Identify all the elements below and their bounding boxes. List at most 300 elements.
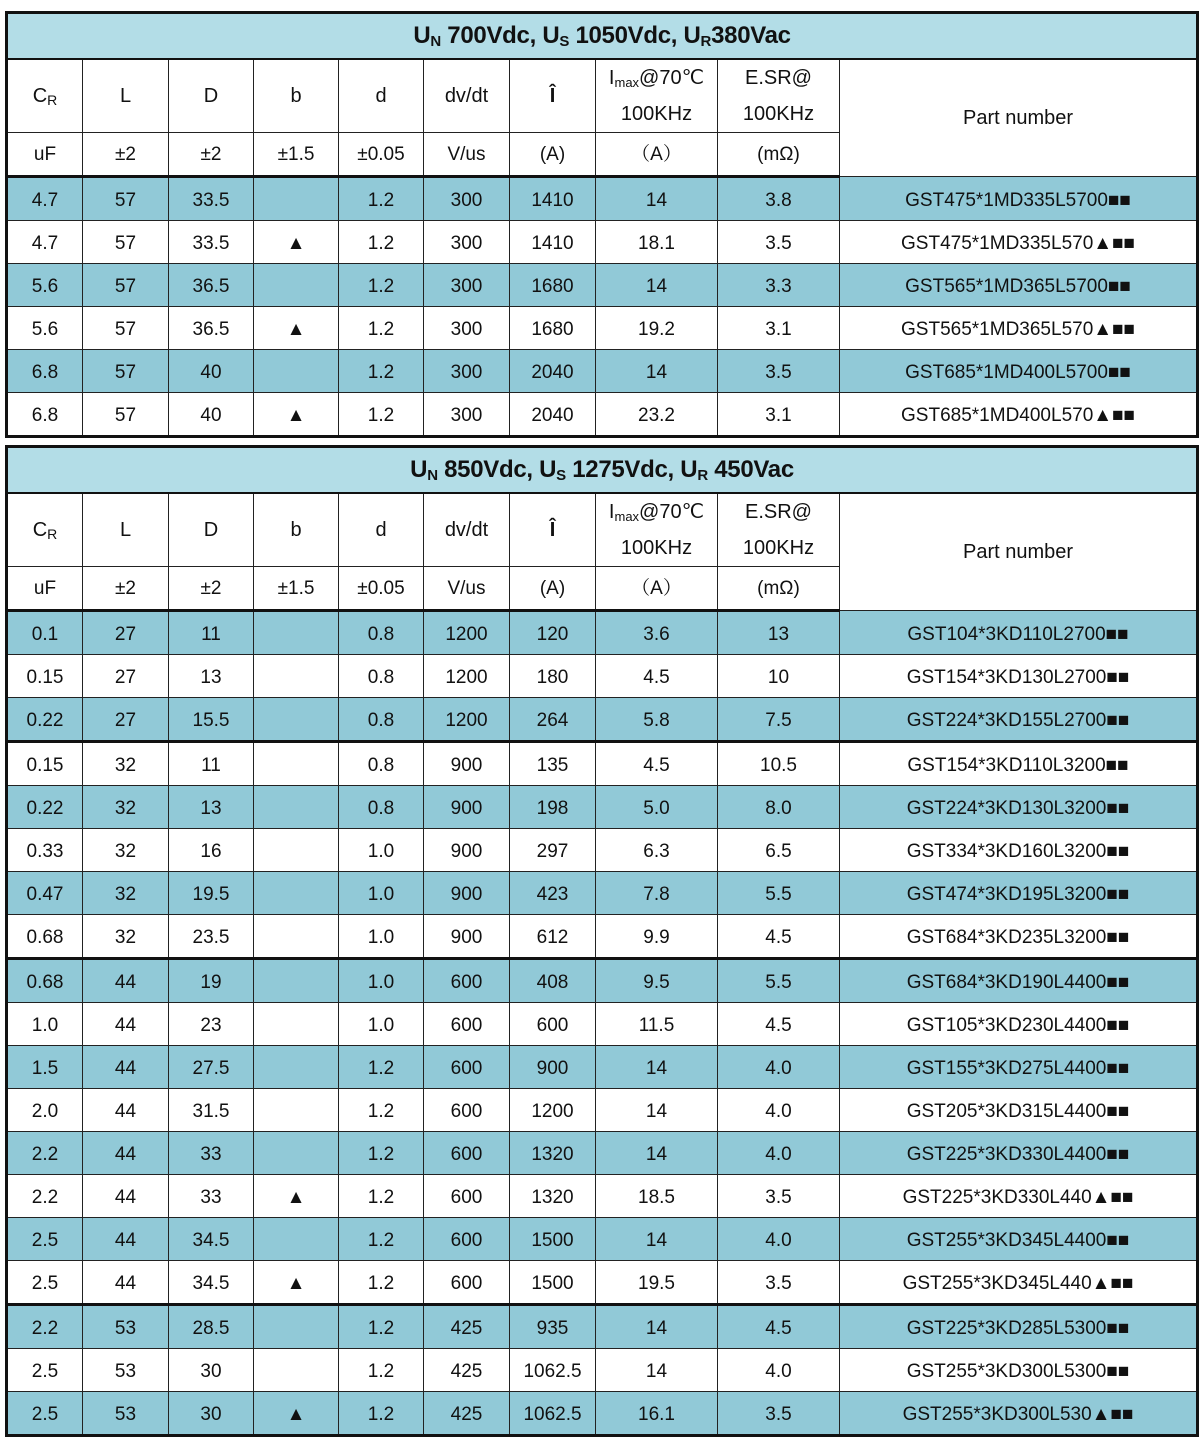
cell-cr: 2.2 [7, 1305, 83, 1349]
cell-dd: 1.2 [339, 393, 424, 437]
cell-d: 13 [169, 786, 254, 829]
cell-part-number: GST334*3KD160L3200■■ [840, 829, 1198, 872]
cell-dd: 1.2 [339, 1305, 424, 1349]
table-row [7, 1349, 1198, 1392]
unit-cr: uF [7, 133, 83, 177]
cell-esr: 10.5 [718, 742, 840, 786]
table-row [7, 1305, 1198, 1349]
cell-d: 13 [169, 655, 254, 698]
cell-l: 53 [83, 1349, 169, 1392]
cell-dd: 1.2 [339, 307, 424, 350]
cell-cr: 6.8 [7, 350, 83, 393]
cell-dvdt: 600 [424, 959, 510, 1003]
cell-part-number: GST225*3KD330L4400■■ [840, 1132, 1198, 1175]
unit-d: ±2 [169, 567, 254, 611]
cell-l: 32 [83, 786, 169, 829]
cell-dd: 1.2 [339, 1132, 424, 1175]
cell-i-peak: 900 [510, 1046, 596, 1089]
cell-part-number: GST225*3KD330L440▲■■ [840, 1175, 1198, 1218]
cell-part-number: GST154*3KD130L2700■■ [840, 655, 1198, 698]
cell-b: ▲ [254, 221, 339, 264]
table-row [7, 959, 1198, 1003]
unit-dvdt: V/us [424, 567, 510, 611]
unit-esr: (mΩ) [718, 567, 840, 611]
cell-cr: 2.5 [7, 1261, 83, 1305]
cell-dd: 1.2 [339, 264, 424, 307]
table-row [7, 1261, 1198, 1305]
cell-b: ▲ [254, 1175, 339, 1218]
cell-i-peak: 1062.5 [510, 1349, 596, 1392]
cell-d: 15.5 [169, 698, 254, 742]
cell-esr: 3.8 [718, 177, 840, 221]
cell-l: 27 [83, 698, 169, 742]
cell-cr: 0.15 [7, 655, 83, 698]
unit-dvdt: V/us [424, 133, 510, 177]
header-d-wire: d [339, 59, 424, 133]
cell-l: 53 [83, 1305, 169, 1349]
cell-part-number: GST255*3KD345L440▲■■ [840, 1261, 1198, 1305]
cell-cr: 5.6 [7, 307, 83, 350]
cell-i-peak: 1410 [510, 221, 596, 264]
cell-dd: 1.2 [339, 1349, 424, 1392]
table-row [7, 1046, 1198, 1089]
cell-dvdt: 300 [424, 307, 510, 350]
cell-dvdt: 300 [424, 221, 510, 264]
table-row [7, 872, 1198, 915]
cell-part-number: GST155*3KD275L4400■■ [840, 1046, 1198, 1089]
unit-b: ±1.5 [254, 133, 339, 177]
table-title: $U_N$ 850Vdc, $U_S$ 1275Vdc, $U_R$ 450Vac [7, 447, 1198, 494]
header-b: b [254, 59, 339, 133]
cell-part-number: GST104*3KD110L2700■■ [840, 611, 1198, 655]
cell-i-peak: 1320 [510, 1175, 596, 1218]
cell-i-peak: 1200 [510, 1089, 596, 1132]
header-l: L [83, 59, 169, 133]
cell-esr: 3.5 [718, 1261, 840, 1305]
cell-l: 44 [83, 1261, 169, 1305]
cell-cr: 4.7 [7, 177, 83, 221]
cell-l: 32 [83, 915, 169, 959]
cell-imax: 14 [596, 177, 718, 221]
cell-cr: 2.5 [7, 1392, 83, 1436]
cell-i-peak: 180 [510, 655, 596, 698]
cell-l: 57 [83, 350, 169, 393]
header-b: b [254, 493, 339, 567]
cell-dvdt: 600 [424, 1046, 510, 1089]
unit-l: ±2 [83, 133, 169, 177]
cell-cr: 0.22 [7, 786, 83, 829]
cell-esr: 3.1 [718, 307, 840, 350]
cell-d: 40 [169, 350, 254, 393]
cell-part-number: GST224*3KD130L3200■■ [840, 786, 1198, 829]
header-esr: E.SR@ 100KHz [718, 59, 840, 133]
table-row [7, 698, 1198, 742]
cell-dvdt: 900 [424, 786, 510, 829]
cell-dvdt: 600 [424, 1175, 510, 1218]
cell-part-number: GST475*1MD335L5700■■ [840, 177, 1198, 221]
header-part-number: Part number [840, 59, 1198, 177]
cell-l: 44 [83, 1175, 169, 1218]
cell-d: 34.5 [169, 1218, 254, 1261]
header-cr: $C_R$ [7, 493, 83, 567]
cell-dd: 0.8 [339, 786, 424, 829]
cell-dd: 0.8 [339, 655, 424, 698]
cell-imax: 18.5 [596, 1175, 718, 1218]
table-row [7, 264, 1198, 307]
cell-cr: 4.7 [7, 221, 83, 264]
cell-esr: 4.0 [718, 1349, 840, 1392]
cell-imax: 14 [596, 1349, 718, 1392]
cell-dd: 1.0 [339, 915, 424, 959]
table-row [7, 177, 1198, 221]
cell-cr: 2.0 [7, 1089, 83, 1132]
cell-esr: 4.0 [718, 1046, 840, 1089]
cell-dvdt: 900 [424, 872, 510, 915]
cell-b [254, 872, 339, 915]
cell-d: 36.5 [169, 307, 254, 350]
cell-cr: 0.22 [7, 698, 83, 742]
cell-imax: 4.5 [596, 655, 718, 698]
table-row [7, 1392, 1198, 1436]
cell-cr: 6.8 [7, 393, 83, 437]
table-row [7, 1175, 1198, 1218]
table-row [7, 786, 1198, 829]
cell-dvdt: 900 [424, 829, 510, 872]
cell-cr: 0.33 [7, 829, 83, 872]
cell-b [254, 1003, 339, 1046]
cell-dd: 1.2 [339, 1261, 424, 1305]
cell-esr: 3.5 [718, 1175, 840, 1218]
cell-d: 36.5 [169, 264, 254, 307]
cell-b [254, 698, 339, 742]
cell-part-number: GST205*3KD315L4400■■ [840, 1089, 1198, 1132]
cell-d: 30 [169, 1349, 254, 1392]
header-i-peak: Î [510, 493, 596, 567]
cell-imax: 16.1 [596, 1392, 718, 1436]
spec-table-700vdc [5, 11, 1199, 438]
cell-cr: 2.2 [7, 1132, 83, 1175]
cell-imax: 7.8 [596, 872, 718, 915]
cell-b [254, 786, 339, 829]
header-cr: $C_R$ [7, 59, 83, 133]
cell-d: 11 [169, 611, 254, 655]
cell-imax: 14 [596, 1132, 718, 1175]
cell-dd: 1.2 [339, 1218, 424, 1261]
table-row [7, 742, 1198, 786]
cell-cr: 0.1 [7, 611, 83, 655]
cell-d: 33.5 [169, 177, 254, 221]
cell-d: 11 [169, 742, 254, 786]
table-row [7, 1089, 1198, 1132]
cell-esr: 10 [718, 655, 840, 698]
table-title: $U_N$ 700Vdc, $U_S$ 1050Vdc, $U_R380Vac$ [7, 13, 1198, 60]
cell-dvdt: 1200 [424, 655, 510, 698]
cell-part-number: GST255*3KD300L530▲■■ [840, 1392, 1198, 1436]
cell-dd: 1.2 [339, 1175, 424, 1218]
cell-d: 40 [169, 393, 254, 437]
cell-dd: 1.2 [339, 221, 424, 264]
cell-b: ▲ [254, 393, 339, 437]
cell-dd: 1.0 [339, 829, 424, 872]
table-row [7, 1132, 1198, 1175]
cell-part-number: GST565*1MD365L5700■■ [840, 264, 1198, 307]
header-part-number: Part number [840, 493, 1198, 611]
cell-l: 44 [83, 1003, 169, 1046]
cell-imax: 14 [596, 264, 718, 307]
cell-dvdt: 425 [424, 1392, 510, 1436]
cell-part-number: GST105*3KD230L4400■■ [840, 1003, 1198, 1046]
cell-b [254, 177, 339, 221]
table-row [7, 915, 1198, 959]
cell-d: 19.5 [169, 872, 254, 915]
cell-d: 31.5 [169, 1089, 254, 1132]
cell-imax: 18.1 [596, 221, 718, 264]
cell-cr: 0.68 [7, 959, 83, 1003]
cell-dvdt: 900 [424, 915, 510, 959]
cell-cr: 2.2 [7, 1175, 83, 1218]
cell-b [254, 1349, 339, 1392]
cell-b [254, 264, 339, 307]
unit-i: (A) [510, 567, 596, 611]
cell-dvdt: 600 [424, 1261, 510, 1305]
cell-b [254, 1046, 339, 1089]
cell-part-number: GST224*3KD155L2700■■ [840, 698, 1198, 742]
unit-dd: ±0.05 [339, 133, 424, 177]
cell-l: 44 [83, 1218, 169, 1261]
header-d-diameter: D [169, 493, 254, 567]
cell-d: 23.5 [169, 915, 254, 959]
unit-imax: （A） [596, 133, 718, 177]
cell-l: 32 [83, 742, 169, 786]
unit-b: ±1.5 [254, 567, 339, 611]
cell-d: 34.5 [169, 1261, 254, 1305]
header-imax: $I_{max}@70℃$ 100KHz [596, 59, 718, 133]
cell-dvdt: 300 [424, 393, 510, 437]
cell-i-peak: 612 [510, 915, 596, 959]
cell-dvdt: 300 [424, 177, 510, 221]
cell-b: ▲ [254, 307, 339, 350]
cell-imax: 19.2 [596, 307, 718, 350]
unit-l: ±2 [83, 567, 169, 611]
cell-esr: 13 [718, 611, 840, 655]
cell-d: 19 [169, 959, 254, 1003]
cell-esr: 3.1 [718, 393, 840, 437]
cell-cr: 0.15 [7, 742, 83, 786]
cell-dvdt: 600 [424, 1218, 510, 1261]
cell-imax: 14 [596, 1089, 718, 1132]
table-row [7, 393, 1198, 437]
cell-i-peak: 297 [510, 829, 596, 872]
cell-d: 33.5 [169, 221, 254, 264]
cell-i-peak: 264 [510, 698, 596, 742]
cell-part-number: GST225*3KD285L5300■■ [840, 1305, 1198, 1349]
cell-d: 30 [169, 1392, 254, 1436]
cell-dd: 0.8 [339, 698, 424, 742]
cell-esr: 3.5 [718, 1392, 840, 1436]
cell-esr: 4.5 [718, 1003, 840, 1046]
cell-l: 27 [83, 611, 169, 655]
cell-b [254, 655, 339, 698]
cell-esr: 4.0 [718, 1132, 840, 1175]
cell-cr: 0.68 [7, 915, 83, 959]
cell-esr: 3.3 [718, 264, 840, 307]
table-row [7, 1218, 1198, 1261]
cell-l: 57 [83, 264, 169, 307]
cell-b [254, 1089, 339, 1132]
cell-cr: 1.5 [7, 1046, 83, 1089]
cell-esr: 7.5 [718, 698, 840, 742]
cell-l: 57 [83, 307, 169, 350]
cell-i-peak: 1680 [510, 307, 596, 350]
header-imax: $I_{max}@70℃$ 100KHz [596, 493, 718, 567]
cell-i-peak: 2040 [510, 350, 596, 393]
cell-part-number: GST684*3KD235L3200■■ [840, 915, 1198, 959]
cell-dvdt: 300 [424, 350, 510, 393]
header-esr: E.SR@ 100KHz [718, 493, 840, 567]
cell-dd: 1.0 [339, 1003, 424, 1046]
table-row [7, 655, 1198, 698]
cell-cr: 2.5 [7, 1349, 83, 1392]
table-body [7, 177, 1198, 437]
cell-i-peak: 408 [510, 959, 596, 1003]
cell-b [254, 742, 339, 786]
cell-dvdt: 1200 [424, 611, 510, 655]
cell-l: 44 [83, 1132, 169, 1175]
cell-esr: 4.5 [718, 1305, 840, 1349]
cell-dvdt: 425 [424, 1349, 510, 1392]
cell-imax: 14 [596, 1305, 718, 1349]
spec-table-850vdc [5, 445, 1199, 1437]
cell-imax: 14 [596, 1218, 718, 1261]
cell-l: 57 [83, 177, 169, 221]
cell-imax: 14 [596, 350, 718, 393]
cell-dd: 1.2 [339, 350, 424, 393]
cell-imax: 6.3 [596, 829, 718, 872]
cell-cr: 0.47 [7, 872, 83, 915]
cell-d: 23 [169, 1003, 254, 1046]
cell-l: 57 [83, 221, 169, 264]
cell-b: ▲ [254, 1261, 339, 1305]
cell-d: 33 [169, 1132, 254, 1175]
cell-dvdt: 1200 [424, 698, 510, 742]
cell-dd: 0.8 [339, 742, 424, 786]
cell-b [254, 611, 339, 655]
table-row [7, 611, 1198, 655]
unit-cr: uF [7, 567, 83, 611]
cell-esr: 8.0 [718, 786, 840, 829]
cell-imax: 9.9 [596, 915, 718, 959]
cell-b [254, 1305, 339, 1349]
table-body [7, 611, 1198, 1436]
cell-part-number: GST474*3KD195L3200■■ [840, 872, 1198, 915]
cell-l: 44 [83, 1046, 169, 1089]
cell-dd: 1.0 [339, 872, 424, 915]
cell-d: 33 [169, 1175, 254, 1218]
table-row [7, 829, 1198, 872]
table-row [7, 1003, 1198, 1046]
cell-b [254, 915, 339, 959]
cell-l: 32 [83, 829, 169, 872]
cell-imax: 19.5 [596, 1261, 718, 1305]
cell-dd: 1.2 [339, 177, 424, 221]
cell-imax: 14 [596, 1046, 718, 1089]
cell-esr: 4.0 [718, 1218, 840, 1261]
cell-esr: 6.5 [718, 829, 840, 872]
cell-b [254, 1218, 339, 1261]
cell-i-peak: 1320 [510, 1132, 596, 1175]
cell-imax: 5.8 [596, 698, 718, 742]
cell-l: 32 [83, 872, 169, 915]
cell-imax: 23.2 [596, 393, 718, 437]
cell-i-peak: 1500 [510, 1261, 596, 1305]
cell-dd: 1.2 [339, 1392, 424, 1436]
cell-part-number: GST684*3KD190L4400■■ [840, 959, 1198, 1003]
cell-d: 16 [169, 829, 254, 872]
cell-dd: 1.2 [339, 1046, 424, 1089]
cell-imax: 3.6 [596, 611, 718, 655]
cell-esr: 5.5 [718, 872, 840, 915]
cell-esr: 5.5 [718, 959, 840, 1003]
cell-i-peak: 1680 [510, 264, 596, 307]
cell-l: 27 [83, 655, 169, 698]
cell-i-peak: 600 [510, 1003, 596, 1046]
cell-part-number: GST255*3KD345L4400■■ [840, 1218, 1198, 1261]
cell-b [254, 829, 339, 872]
header-d-wire: d [339, 493, 424, 567]
cell-imax: 5.0 [596, 786, 718, 829]
cell-dd: 0.8 [339, 611, 424, 655]
cell-i-peak: 135 [510, 742, 596, 786]
cell-l: 44 [83, 959, 169, 1003]
cell-b [254, 1132, 339, 1175]
header-dvdt: dv/dt [424, 59, 510, 133]
cell-b [254, 350, 339, 393]
cell-cr: 5.6 [7, 264, 83, 307]
cell-b: ▲ [254, 1392, 339, 1436]
cell-part-number: GST685*1MD400L5700■■ [840, 350, 1198, 393]
cell-i-peak: 1410 [510, 177, 596, 221]
cell-d: 28.5 [169, 1305, 254, 1349]
cell-esr: 4.5 [718, 915, 840, 959]
cell-l: 57 [83, 393, 169, 437]
cell-cr: 1.0 [7, 1003, 83, 1046]
cell-part-number: GST154*3KD110L3200■■ [840, 742, 1198, 786]
cell-dvdt: 600 [424, 1003, 510, 1046]
unit-d: ±2 [169, 133, 254, 177]
unit-dd: ±0.05 [339, 567, 424, 611]
cell-dvdt: 600 [424, 1132, 510, 1175]
table-row [7, 307, 1198, 350]
cell-esr: 3.5 [718, 350, 840, 393]
table-row [7, 350, 1198, 393]
cell-part-number: GST255*3KD300L5300■■ [840, 1349, 1198, 1392]
cell-dvdt: 425 [424, 1305, 510, 1349]
cell-dvdt: 600 [424, 1089, 510, 1132]
cell-part-number: GST685*1MD400L570▲■■ [840, 393, 1198, 437]
cell-imax: 11.5 [596, 1003, 718, 1046]
unit-esr: (mΩ) [718, 133, 840, 177]
cell-dd: 1.2 [339, 1089, 424, 1132]
cell-imax: 4.5 [596, 742, 718, 786]
cell-dvdt: 900 [424, 742, 510, 786]
cell-i-peak: 1500 [510, 1218, 596, 1261]
table-row [7, 221, 1198, 264]
cell-i-peak: 423 [510, 872, 596, 915]
cell-l: 44 [83, 1089, 169, 1132]
cell-esr: 4.0 [718, 1089, 840, 1132]
header-l: L [83, 493, 169, 567]
cell-cr: 2.5 [7, 1218, 83, 1261]
